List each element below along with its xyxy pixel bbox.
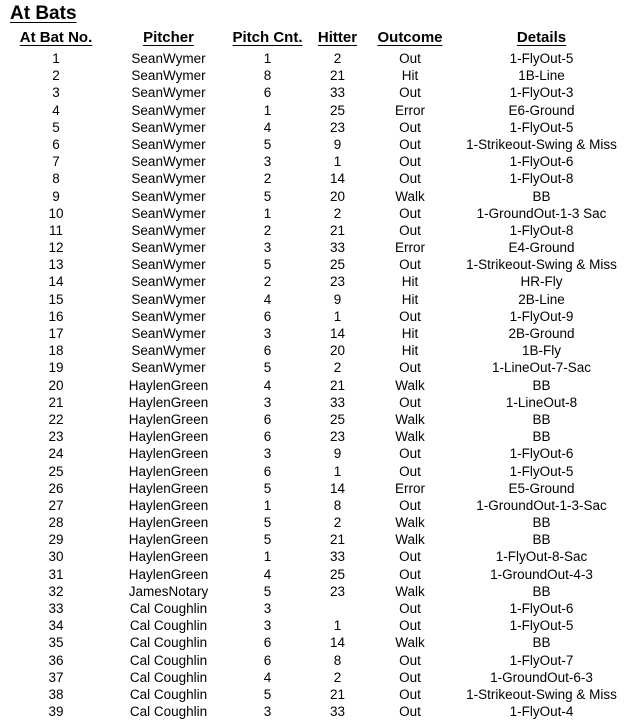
column-header-details-label: Details — [516, 29, 567, 46]
cell-pitcher: JamesNotary — [128, 583, 209, 599]
cell-details: 1-FlyOut-6 — [509, 601, 574, 616]
cell-pitch-cnt: 1 — [263, 102, 272, 118]
cell-pitcher: HaylenGreen — [128, 463, 209, 479]
cell-pitcher: HaylenGreen — [128, 549, 209, 565]
cell-outcome: Hit — [401, 274, 419, 290]
cell-at-bat-no: 21 — [48, 394, 64, 410]
cell-details: 2B-Ground — [508, 326, 575, 341]
cell-pitch-cnt: 2 — [263, 222, 272, 238]
cell-pitch-cnt: 3 — [263, 326, 272, 341]
cell-outcome: Out — [399, 154, 421, 170]
column-header-at-bat-no — [0, 29, 112, 47]
cell-outcome: Walk — [395, 411, 425, 427]
cell-pitcher: HaylenGreen — [128, 515, 209, 531]
cell-at-bat-no: 38 — [48, 686, 64, 702]
cell-details: 1-FlyOut-6 — [509, 446, 574, 462]
cell-outcome: Out — [399, 85, 421, 101]
cell-pitch-cnt: 5 — [263, 188, 272, 204]
cell-pitcher: SeanWymer — [131, 240, 206, 256]
cell-pitch-cnt: 6 — [263, 429, 272, 445]
cell-pitch-cnt: 5 — [263, 583, 272, 599]
cell-outcome: Hit — [401, 291, 419, 307]
cell-hitter: 9 — [333, 446, 342, 462]
cell-at-bat-no: 8 — [52, 171, 60, 187]
cell-details: 1-FlyOut-7 — [509, 652, 574, 668]
cell-outcome: Out — [399, 171, 421, 187]
table-row — [0, 497, 628, 514]
table-body — [0, 50, 628, 720]
cell-outcome: Out — [399, 686, 421, 702]
table-row — [0, 617, 628, 634]
table-row — [0, 136, 628, 153]
cell-details: BB — [532, 188, 551, 204]
cell-pitch-cnt: 3 — [263, 446, 272, 462]
cell-pitch-cnt: 6 — [263, 411, 272, 427]
page-title: At Bats — [10, 3, 77, 24]
cell-details: BB — [532, 583, 551, 599]
cell-details: 1-Strikeout-Swing & Miss — [466, 257, 617, 273]
cell-pitcher: HaylenGreen — [128, 411, 209, 427]
cell-outcome: Out — [399, 308, 421, 324]
column-header-hitter-label: Hitter — [317, 29, 358, 46]
cell-at-bat-no: 29 — [48, 532, 64, 548]
table-row — [0, 67, 628, 84]
cell-pitch-cnt: 3 — [263, 618, 272, 634]
cell-pitcher: HaylenGreen — [128, 566, 209, 582]
column-header-outcome-label: Outcome — [377, 29, 443, 46]
cell-at-bat-no: 20 — [48, 377, 64, 393]
cell-pitch-cnt: 3 — [263, 394, 272, 410]
cell-pitcher: SeanWymer — [131, 51, 206, 66]
cell-pitcher: SeanWymer — [131, 68, 206, 84]
cell-at-bat-no: 6 — [52, 136, 60, 152]
cell-hitter: 14 — [329, 635, 346, 651]
cell-at-bat-no: 10 — [48, 205, 64, 221]
cell-pitch-cnt: 3 — [263, 704, 272, 720]
cell-pitcher: Cal Coughlin — [129, 669, 208, 685]
cell-hitter: 23 — [329, 429, 346, 445]
cell-at-bat-no: 7 — [52, 154, 60, 170]
cell-hitter: 2 — [333, 51, 342, 66]
cell-pitcher: SeanWymer — [131, 154, 206, 170]
cell-pitch-cnt: 2 — [263, 171, 272, 187]
cell-hitter: 21 — [329, 222, 346, 238]
cell-pitcher: SeanWymer — [131, 343, 206, 359]
table-row — [0, 445, 628, 462]
cell-at-bat-no: 17 — [48, 326, 64, 341]
table-row — [0, 703, 628, 720]
table-row — [0, 342, 628, 359]
cell-hitter: 1 — [333, 618, 342, 634]
column-header-outcome — [365, 29, 455, 47]
cell-pitcher: SeanWymer — [131, 274, 206, 290]
cell-details: 1-GroundOut-1-3 Sac — [476, 205, 607, 221]
cell-hitter: 20 — [329, 343, 346, 359]
cell-outcome: Out — [399, 446, 421, 462]
cell-details: 1-FlyOut-8-Sac — [495, 549, 588, 565]
cell-hitter: 9 — [333, 291, 342, 307]
cell-details: 1-GroundOut-6-3 — [490, 669, 593, 685]
cell-details: 1-FlyOut-6 — [509, 154, 574, 170]
cell-outcome: Out — [399, 394, 421, 410]
table-row — [0, 394, 628, 411]
cell-pitch-cnt: 4 — [263, 377, 272, 393]
table-row — [0, 84, 628, 101]
cell-pitch-cnt: 5 — [263, 532, 272, 548]
table-row — [0, 463, 628, 480]
cell-pitcher: HaylenGreen — [128, 429, 209, 445]
cell-pitch-cnt: 5 — [263, 360, 272, 376]
cell-details: 1B-Fly — [521, 343, 561, 359]
cell-outcome: Out — [399, 205, 421, 221]
cell-details: 1-FlyOut-8 — [509, 171, 574, 187]
cell-pitcher: Cal Coughlin — [129, 601, 208, 616]
cell-outcome: Out — [399, 601, 421, 616]
cell-hitter: 23 — [329, 583, 346, 599]
cell-hitter: 25 — [329, 411, 346, 427]
cell-pitch-cnt: 8 — [263, 68, 272, 84]
cell-details: BB — [532, 429, 551, 445]
cell-pitcher: HaylenGreen — [128, 394, 209, 410]
cell-at-bat-no: 30 — [48, 549, 64, 565]
table-row — [0, 188, 628, 205]
table-row — [0, 652, 628, 669]
cell-pitcher: SeanWymer — [131, 171, 206, 187]
table-row — [0, 634, 628, 651]
cell-pitch-cnt: 3 — [263, 601, 272, 616]
cell-details: E6-Ground — [508, 102, 575, 118]
cell-at-bat-no: 14 — [48, 274, 64, 290]
cell-outcome: Out — [399, 360, 421, 376]
cell-details: HR-Fly — [520, 274, 563, 290]
cell-at-bat-no: 2 — [52, 68, 60, 84]
cell-pitch-cnt: 3 — [263, 154, 272, 170]
cell-outcome: Out — [399, 257, 421, 273]
cell-at-bat-no: 28 — [48, 515, 64, 531]
table-row — [0, 531, 628, 548]
cell-outcome: Out — [399, 222, 421, 238]
cell-outcome: Walk — [395, 635, 425, 651]
cell-outcome: Hit — [401, 68, 419, 84]
table-row — [0, 153, 628, 170]
table-row — [0, 377, 628, 394]
cell-pitch-cnt: 5 — [263, 136, 272, 152]
cell-pitch-cnt: 1 — [263, 497, 272, 513]
column-header-pitch-cnt — [225, 29, 310, 47]
cell-at-bat-no: 31 — [48, 566, 64, 582]
cell-pitcher: SeanWymer — [131, 222, 206, 238]
cell-outcome: Walk — [395, 583, 425, 599]
at-bats-table — [0, 25, 628, 720]
cell-pitch-cnt: 2 — [263, 274, 272, 290]
cell-details: 1-GroundOut-4-3 — [490, 566, 593, 582]
cell-pitcher: SeanWymer — [131, 102, 206, 118]
table-row — [0, 170, 628, 187]
cell-pitcher: SeanWymer — [131, 205, 206, 221]
cell-outcome: Out — [399, 51, 421, 66]
cell-details: 1-FlyOut-3 — [509, 85, 574, 101]
table-row — [0, 102, 628, 119]
cell-outcome: Walk — [395, 188, 425, 204]
cell-details: 1-LineOut-7-Sac — [491, 360, 592, 376]
cell-pitcher: HaylenGreen — [128, 480, 209, 496]
cell-details: BB — [532, 635, 551, 651]
cell-at-bat-no: 15 — [48, 291, 64, 307]
cell-pitcher: Cal Coughlin — [129, 686, 208, 702]
cell-details: E4-Ground — [508, 240, 575, 256]
cell-pitcher: SeanWymer — [131, 360, 206, 376]
cell-details: 1-FlyOut-4 — [509, 704, 574, 720]
cell-pitch-cnt: 4 — [263, 291, 272, 307]
cell-pitcher: Cal Coughlin — [129, 704, 208, 720]
column-header-pitch-cnt-label: Pitch Cnt. — [232, 29, 303, 46]
cell-details: 1-Strikeout-Swing & Miss — [466, 136, 617, 152]
cell-outcome: Out — [399, 119, 421, 135]
cell-hitter: 33 — [329, 240, 346, 256]
cell-at-bat-no: 9 — [52, 188, 60, 204]
cell-details: BB — [532, 411, 551, 427]
cell-details: 1-LineOut-8 — [505, 394, 578, 410]
cell-details: 1-FlyOut-5 — [509, 51, 574, 66]
cell-hitter: 20 — [329, 188, 346, 204]
cell-at-bat-no: 13 — [48, 257, 64, 273]
table-row — [0, 548, 628, 565]
cell-outcome: Walk — [395, 429, 425, 445]
cell-hitter: 25 — [329, 257, 346, 273]
table-row — [0, 308, 628, 325]
cell-at-bat-no: 27 — [48, 497, 64, 513]
cell-pitch-cnt: 6 — [263, 652, 272, 668]
cell-pitcher: HaylenGreen — [128, 377, 209, 393]
cell-pitch-cnt: 5 — [263, 515, 272, 531]
cell-at-bat-no: 11 — [48, 222, 63, 238]
cell-hitter: 33 — [329, 394, 346, 410]
cell-outcome: Error — [395, 102, 425, 118]
cell-pitcher: Cal Coughlin — [129, 618, 208, 634]
cell-pitcher: SeanWymer — [131, 257, 206, 273]
cell-pitch-cnt: 4 — [263, 119, 272, 135]
cell-details: BB — [532, 515, 551, 531]
cell-hitter: 2 — [333, 360, 342, 376]
cell-outcome: Out — [399, 704, 421, 720]
cell-pitcher: HaylenGreen — [128, 446, 209, 462]
cell-details: 1B-Line — [518, 68, 565, 84]
cell-hitter: 1 — [333, 463, 342, 479]
table-row — [0, 566, 628, 583]
cell-hitter: 25 — [329, 566, 346, 582]
cell-outcome: Out — [399, 549, 421, 565]
column-header-hitter — [310, 29, 365, 47]
cell-details: BB — [532, 377, 551, 393]
cell-details: 1-FlyOut-8 — [509, 222, 574, 238]
cell-hitter: 21 — [329, 686, 346, 702]
cell-at-bat-no: 3 — [52, 85, 60, 101]
cell-hitter: 1 — [333, 154, 342, 170]
cell-outcome: Error — [395, 240, 425, 256]
table-row — [0, 600, 628, 617]
cell-pitch-cnt: 5 — [263, 480, 272, 496]
table-row — [0, 428, 628, 445]
cell-pitcher: Cal Coughlin — [129, 635, 208, 651]
table-row — [0, 205, 628, 222]
cell-outcome: Hit — [401, 343, 419, 359]
cell-hitter: 25 — [329, 102, 346, 118]
cell-pitch-cnt: 6 — [263, 308, 272, 324]
table-row — [0, 359, 628, 376]
cell-pitcher: SeanWymer — [131, 326, 206, 341]
table-row — [0, 411, 628, 428]
cell-details: BB — [532, 532, 551, 548]
cell-details: 1-FlyOut-5 — [509, 618, 574, 634]
table-row — [0, 239, 628, 256]
table-row — [0, 119, 628, 136]
cell-hitter: 8 — [333, 497, 342, 513]
cell-hitter: 14 — [329, 480, 346, 496]
cell-at-bat-no: 19 — [48, 360, 64, 376]
cell-pitch-cnt: 6 — [263, 463, 272, 479]
cell-pitcher: SeanWymer — [131, 136, 206, 152]
cell-pitch-cnt: 5 — [263, 257, 272, 273]
cell-details: 1-Strikeout-Swing & Miss — [466, 686, 617, 702]
cell-at-bat-no: 5 — [52, 119, 60, 135]
table-header-row — [0, 25, 628, 50]
cell-pitcher: HaylenGreen — [128, 532, 209, 548]
cell-outcome: Out — [399, 136, 421, 152]
cell-hitter: 23 — [329, 274, 346, 290]
column-header-pitcher-label: Pitcher — [143, 29, 194, 46]
cell-at-bat-no: 12 — [48, 240, 64, 256]
table-row — [0, 291, 628, 308]
cell-hitter: 33 — [329, 704, 346, 720]
cell-pitch-cnt: 6 — [263, 343, 272, 359]
cell-details: 1-FlyOut-5 — [509, 119, 574, 135]
cell-pitcher: SeanWymer — [131, 291, 206, 307]
cell-details: E5-Ground — [508, 480, 575, 496]
cell-at-bat-no: 4 — [52, 102, 60, 118]
table-row — [0, 686, 628, 703]
cell-outcome: Walk — [395, 532, 425, 548]
cell-pitcher: SeanWymer — [131, 308, 206, 324]
table-row — [0, 514, 628, 531]
table-row — [0, 50, 628, 67]
cell-pitch-cnt: 5 — [263, 686, 272, 702]
cell-outcome: Out — [399, 618, 421, 634]
cell-pitch-cnt: 6 — [263, 85, 272, 101]
cell-hitter: 14 — [329, 326, 346, 341]
cell-pitch-cnt: 1 — [263, 205, 272, 221]
cell-details: 2B-Line — [518, 291, 565, 307]
cell-outcome: Out — [399, 497, 421, 513]
table-row — [0, 583, 628, 600]
column-header-details — [455, 29, 628, 47]
cell-pitcher: HaylenGreen — [128, 497, 209, 513]
table-row — [0, 256, 628, 273]
table-row — [0, 222, 628, 239]
cell-hitter: 2 — [333, 205, 342, 221]
table-row — [0, 273, 628, 290]
cell-at-bat-no: 22 — [48, 411, 64, 427]
cell-at-bat-no: 34 — [48, 618, 64, 634]
cell-pitch-cnt: 3 — [263, 240, 272, 256]
cell-pitcher: SeanWymer — [131, 188, 206, 204]
cell-pitcher: SeanWymer — [131, 85, 206, 101]
cell-outcome: Out — [399, 463, 421, 479]
cell-details: 1-GroundOut-1-3-Sac — [476, 497, 607, 513]
column-header-pitcher — [112, 29, 225, 47]
cell-hitter: 8 — [333, 652, 342, 668]
cell-hitter: 2 — [333, 669, 342, 685]
cell-hitter — [310, 600, 365, 617]
cell-pitch-cnt: 1 — [263, 51, 272, 66]
cell-details: 1-FlyOut-5 — [509, 463, 574, 479]
cell-at-bat-no: 35 — [48, 635, 64, 651]
cell-outcome: Hit — [401, 326, 419, 341]
cell-hitter: 14 — [329, 171, 346, 187]
cell-hitter: 21 — [329, 68, 346, 84]
cell-outcome: Out — [399, 652, 421, 668]
cell-hitter: 21 — [329, 532, 346, 548]
cell-details: 1-FlyOut-9 — [509, 308, 574, 324]
cell-at-bat-no: 36 — [48, 652, 64, 668]
cell-pitch-cnt: 4 — [263, 566, 272, 582]
cell-pitcher: SeanWymer — [131, 119, 206, 135]
cell-hitter: 9 — [333, 136, 342, 152]
cell-outcome: Walk — [395, 377, 425, 393]
column-header-at-bat-no-label: At Bat No. — [19, 29, 93, 46]
cell-at-bat-no: 24 — [48, 446, 64, 462]
cell-at-bat-no: 1 — [52, 51, 60, 66]
cell-pitcher: Cal Coughlin — [129, 652, 208, 668]
cell-at-bat-no: 25 — [48, 463, 64, 479]
cell-outcome: Out — [399, 669, 421, 685]
cell-at-bat-no: 18 — [48, 343, 64, 359]
cell-at-bat-no: 39 — [48, 704, 64, 720]
cell-pitch-cnt: 4 — [263, 669, 272, 685]
cell-hitter: 21 — [329, 377, 346, 393]
cell-at-bat-no: 26 — [48, 480, 64, 496]
cell-hitter: 23 — [329, 119, 346, 135]
cell-hitter: 33 — [329, 549, 346, 565]
cell-at-bat-no: 23 — [48, 429, 64, 445]
cell-outcome: Walk — [395, 515, 425, 531]
table-row — [0, 325, 628, 342]
cell-outcome: Out — [399, 566, 421, 582]
cell-outcome: Error — [395, 480, 425, 496]
table-row — [0, 480, 628, 497]
cell-at-bat-no: 32 — [48, 583, 64, 599]
table-row — [0, 669, 628, 686]
cell-at-bat-no: 33 — [48, 601, 64, 616]
cell-pitch-cnt: 1 — [263, 549, 272, 565]
cell-hitter: 33 — [329, 85, 346, 101]
cell-hitter: 2 — [333, 515, 342, 531]
cell-at-bat-no: 16 — [48, 308, 64, 324]
cell-pitch-cnt: 6 — [263, 635, 272, 651]
cell-hitter: 1 — [333, 308, 342, 324]
cell-at-bat-no: 37 — [48, 669, 64, 685]
